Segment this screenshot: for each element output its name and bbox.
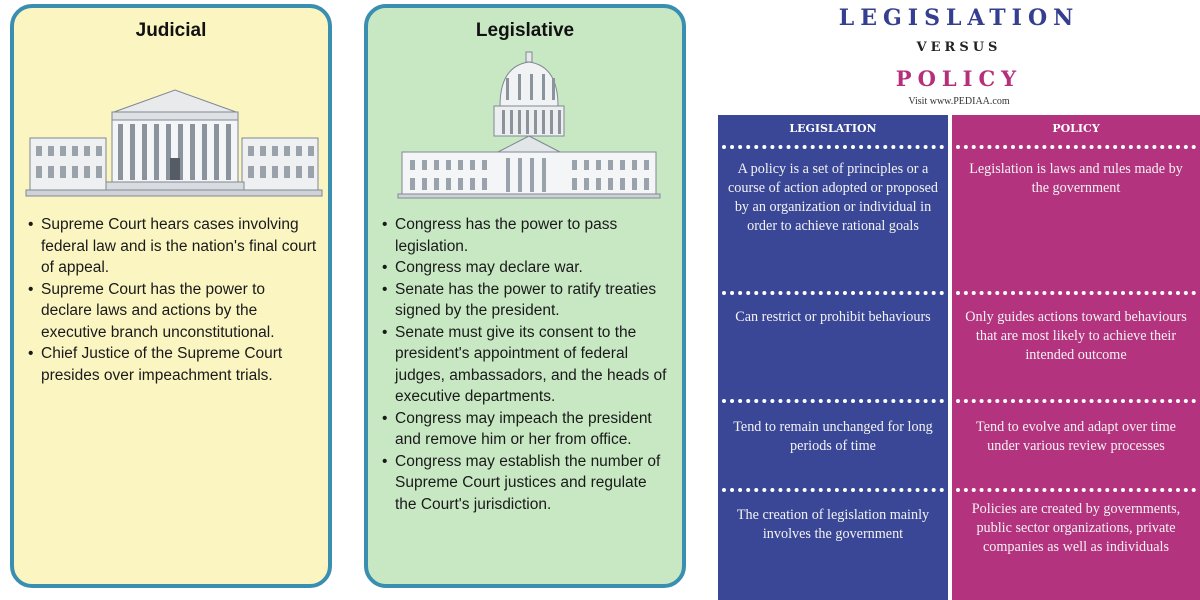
infographic-title-policy: POLICY	[895, 66, 1023, 91]
judicial-title: Judicial	[135, 20, 207, 41]
judicial-bullet: • Supreme Court has the power to declare laws and actions by the executive branch unconstitutional.	[28, 279, 318, 344]
policy-column-header: POLICY	[1052, 122, 1100, 135]
row-divider	[956, 145, 1196, 149]
judicial-bullet-list	[28, 214, 318, 386]
legislative-bullet: • Senate has the power to ratify treaties signed by the president.	[382, 279, 672, 322]
legislation-column-header: LEGISLATION	[789, 122, 877, 135]
row-divider	[722, 145, 944, 149]
legislation-cell: Tend to remain unchanged for long periods of time	[733, 419, 933, 454]
row-divider	[722, 399, 944, 403]
legislative-bullet: • Congress has the power to pass legislation.	[382, 214, 672, 257]
judicial-card	[10, 4, 332, 588]
legislation-cell: Can restrict or prohibit behaviours	[735, 309, 931, 325]
row-divider	[956, 399, 1196, 403]
legislative-bullet: • Congress may impeach the president and remove him or her from office.	[382, 408, 672, 451]
capitol-building-icon	[368, 48, 686, 200]
policy-cell: Tend to evolve and adapt over time under various review processes	[976, 419, 1176, 454]
legislative-bullet: • Congress may establish the number of Supreme Court justices and regulate the Court's jurisdiction.	[382, 451, 672, 516]
row-divider	[722, 291, 944, 295]
legislative-card	[364, 4, 686, 588]
row-divider	[722, 488, 944, 492]
infographic-title-versus: VERSUS	[916, 40, 1002, 55]
legislation-cell: A policy is a set of principles or a course of action adopted or proposed by an organization or individual in order to achieve rational goals	[728, 161, 938, 234]
supreme-court-building-icon	[14, 86, 332, 202]
infographic-source: Visit www.PEDIAA.com	[908, 96, 1010, 107]
legislative-title: Legislative	[475, 20, 575, 41]
legislative-bullet: • Congress may declare war.	[382, 257, 672, 279]
infographic-title-legislation: LEGISLATION	[838, 5, 1080, 31]
policy-cell: Only guides actions toward behaviours that are most likely to achieve their intended outcome	[965, 309, 1187, 363]
row-divider	[956, 291, 1196, 295]
legislative-bullet: • Senate must give its consent to the president's appointment of federal judges, ambassadors, and the heads of executive departments.	[382, 322, 672, 408]
policy-cell: Legislation is laws and rules made by the government	[969, 161, 1183, 196]
legislative-bullet-list	[382, 214, 672, 515]
judicial-bullet: • Chief Justice of the Supreme Court presides over impeachment trials.	[28, 343, 318, 386]
row-divider	[956, 488, 1196, 492]
judicial-bullet: • Supreme Court hears cases involving federal law and is the nation's final court of appeal.	[28, 214, 318, 279]
policy-cell: Policies are created by governments, public sector organizations, private companies as well as individuals	[971, 501, 1181, 555]
legislation-cell: The creation of legislation mainly involves the government	[736, 507, 930, 542]
